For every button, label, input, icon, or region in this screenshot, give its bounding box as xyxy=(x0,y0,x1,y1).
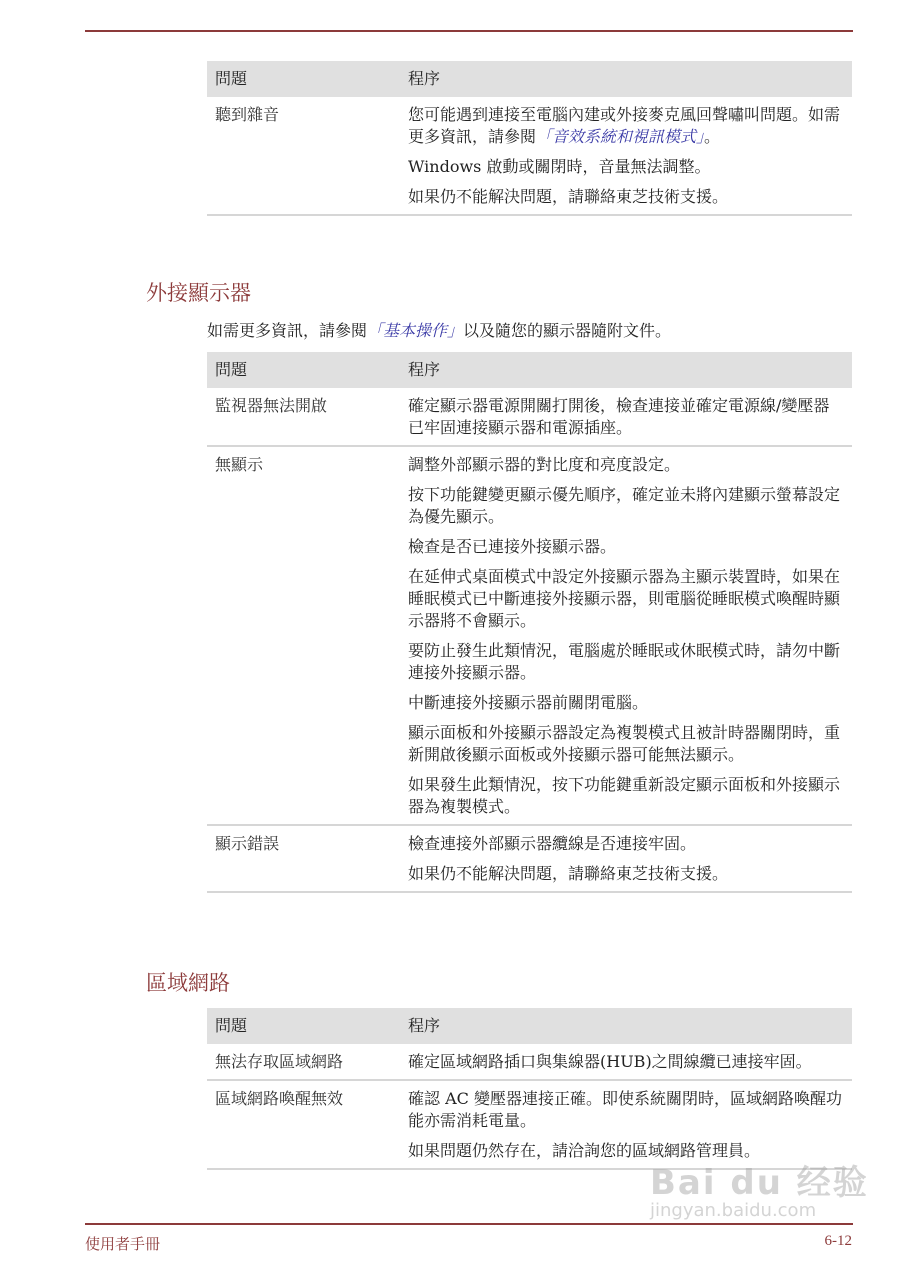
problem-cell: 無顯示 xyxy=(207,446,400,825)
footer-manual-title: 使用者手冊 xyxy=(85,1235,161,1253)
procedure-item: 中斷連接外接顯示器前關閉電腦。 xyxy=(408,693,649,712)
procedure-item: 檢查連接外部顯示器纜線是否連接牢固。 xyxy=(408,834,697,853)
audio-troubleshoot-table xyxy=(207,61,852,216)
procedure-item: 如果問題仍然存在，請洽詢您的區域網路管理員。 xyxy=(408,1141,761,1160)
procedure-item: 在延伸式桌面模式中設定外接顯示器為主顯示裝置時，如果在睡眠模式已中斷連接外接顯示器，則電腦從睡眠模式喚醒時顯示器將不會顯示。 xyxy=(408,567,841,630)
procedure-cell xyxy=(400,388,852,446)
audio-video-link[interactable]: 「音效系統和視訊模式」 xyxy=(536,127,705,146)
problem-cell: 顯示錯誤 xyxy=(207,825,400,892)
column-header-procedure: 程序 xyxy=(400,352,852,388)
external-display-intro xyxy=(207,318,671,341)
procedure-cell xyxy=(400,97,852,215)
procedure-item: 如果發生此類情況，按下功能鍵重新設定顯示面板和外接顯示器為複製模式。 xyxy=(408,775,841,816)
procedure-item: 確認 AC 變壓器連接正確。即使系統關閉時，區域網路喚醒功能亦需消耗電量。 xyxy=(408,1089,842,1130)
footer-rule xyxy=(85,1223,853,1225)
procedure-item: 如果仍不能解決問題，請聯絡東芝技術支援。 xyxy=(408,864,729,883)
procedure-item: 按下功能鍵變更顯示優先順序，確定並未將內建顯示螢幕設定為優先顯示。 xyxy=(408,485,841,526)
problem-cell: 聽到雜音 xyxy=(207,97,400,215)
page-number: 6-12 xyxy=(824,1233,852,1249)
watermark-url: jingyan.baidu.com xyxy=(650,1200,817,1221)
procedure-item: 檢查是否已連接外接顯示器。 xyxy=(408,537,617,556)
table-row xyxy=(207,97,852,215)
problem-cell: 監視器無法開啟 xyxy=(207,388,400,446)
procedure-item: 確定顯示器電源開關打開後，檢查連接並確定電源線/變壓器已牢固連接顯示器和電源插座。 xyxy=(408,396,830,437)
table-row xyxy=(207,1044,852,1080)
procedure-item: Windows 啟動或關閉時，音量無法調整。 xyxy=(408,157,711,176)
section-title-external-display: 外接顯示器 xyxy=(146,281,251,305)
procedure-cell xyxy=(400,446,852,825)
column-header-problem: 問題 xyxy=(207,352,400,388)
lan-table xyxy=(207,1008,852,1170)
procedure-item xyxy=(408,104,844,148)
procedure-item: 要防止發生此類情況，電腦處於睡眠或休眠模式時，請勿中斷連接外接顯示器。 xyxy=(408,641,841,682)
column-header-procedure: 程序 xyxy=(400,61,852,97)
procedure-cell xyxy=(400,1044,852,1080)
procedure-item: 顯示面板和外接顯示器設定為複製模式且被計時器關閉時，重新開啟後顯示面板或外接顯示器可能無法顯示。 xyxy=(408,723,841,764)
procedure-text: 您可能遇到連接至電腦內建或外接麥克風回聲嘯叫問題。如需更多資訊，請參閱 xyxy=(408,105,841,146)
problem-cell: 無法存取區域網路 xyxy=(207,1044,400,1080)
baidu-watermark xyxy=(650,1155,869,1221)
procedure-item: 確定區域網路插口與集線器(HUB)之間線纜已連接牢固。 xyxy=(408,1052,812,1071)
basic-operation-link[interactable]: 「基本操作」 xyxy=(367,321,464,340)
table-row xyxy=(207,825,852,892)
procedure-item: 調整外部顯示器的對比度和亮度設定。 xyxy=(408,455,681,474)
procedure-item: 如果仍不能解決問題，請聯絡東芝技術支援。 xyxy=(408,187,729,206)
column-header-problem: 問題 xyxy=(207,1008,400,1044)
watermark-logo: Bai du 经验 xyxy=(650,1163,869,1203)
column-header-problem: 問題 xyxy=(207,61,400,97)
column-header-procedure: 程序 xyxy=(400,1008,852,1044)
table-row xyxy=(207,388,852,446)
problem-cell: 區域網路喚醒無效 xyxy=(207,1080,400,1169)
procedure-cell xyxy=(400,825,852,892)
intro-text: 以及隨您的顯示器隨附文件。 xyxy=(463,321,672,340)
external-display-table xyxy=(207,352,852,893)
procedure-text: 。 xyxy=(704,127,721,146)
section-title-lan: 區域網路 xyxy=(146,971,230,995)
table-row xyxy=(207,446,852,825)
intro-text: 如需更多資訊，請參閱 xyxy=(207,321,368,340)
header-rule xyxy=(85,30,853,32)
